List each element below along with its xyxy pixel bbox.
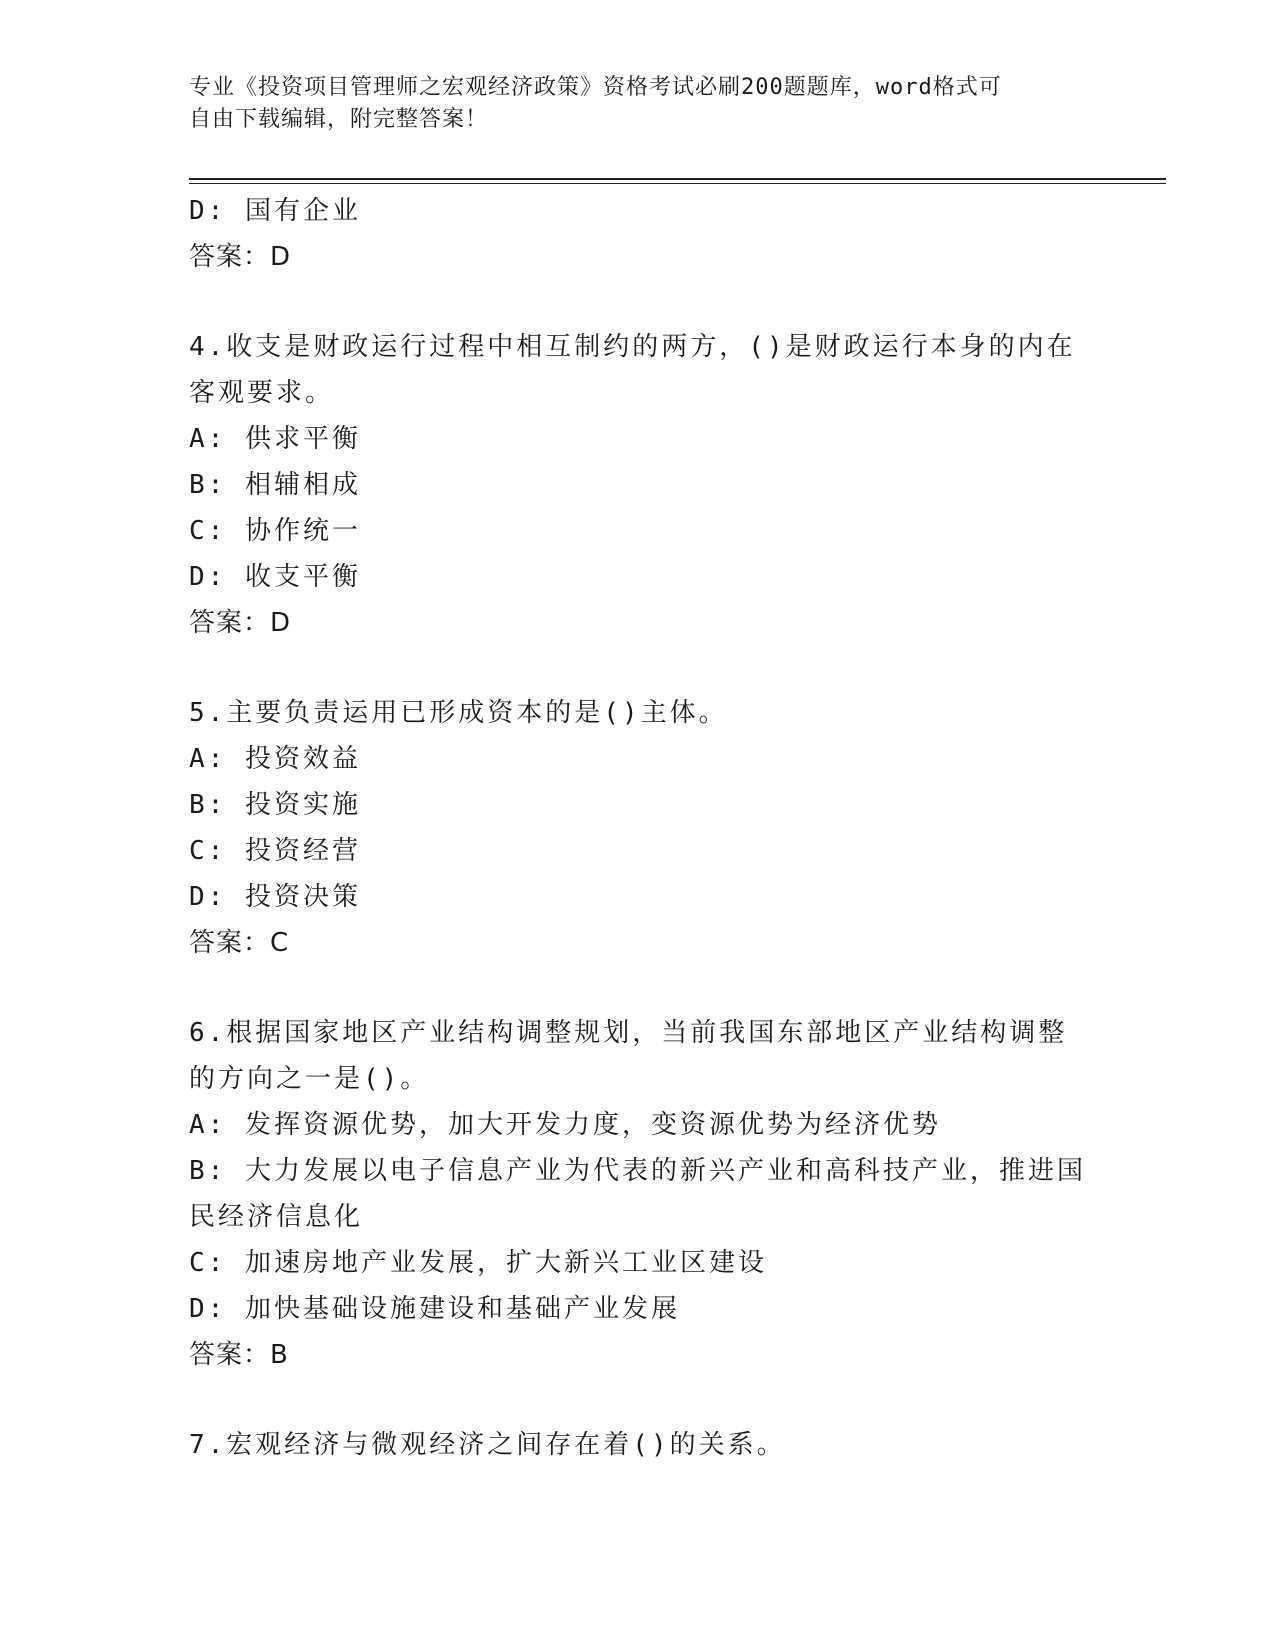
q4-option-b: B: 相辅相成 (189, 470, 361, 500)
q4-question-line-1: 4.收支是财政运行过程中相互制约的两方，()是财政运行本身的内在 (189, 332, 1076, 362)
q7-question: 7.宏观经济与微观经济之间存在着()的关系。 (189, 1430, 786, 1460)
q6-option-a: A: 发挥资源优势，加大开发力度，变资源优势为经济优势 (189, 1110, 941, 1140)
q6-option-c: C: 加速房地产业发展，扩大新兴工业区建设 (189, 1248, 767, 1278)
header-line-1: 专业《投资项目管理师之宏观经济政策》资格考试必刷200题题库，word格式可 (189, 75, 1002, 100)
page-header (189, 72, 1069, 136)
header-divider (189, 178, 1166, 184)
q6-option-d: D: 加快基础设施建设和基础产业发展 (189, 1294, 680, 1324)
q4-option-a: A: 供求平衡 (189, 424, 361, 454)
q5-answer: 答案：C (189, 928, 290, 958)
q6-answer: 答案：B (189, 1340, 289, 1370)
q4-answer: 答案：D (189, 608, 292, 638)
document-body (189, 188, 1089, 1468)
q6-question-line-1: 6.根据国家地区产业结构调整规划，当前我国东部地区产业结构调整 (189, 1018, 1068, 1048)
q6-question-line-2: 的方向之一是()。 (189, 1064, 430, 1094)
spacer (189, 280, 1089, 324)
q5-option-a: A: 投资效益 (189, 744, 361, 774)
q5-option-c: C: 投资经营 (189, 836, 361, 866)
q3-answer: 答案：D (189, 242, 292, 272)
q5-question: 5.主要负责运用已形成资本的是()主体。 (189, 698, 728, 728)
q6-option-b-line-2: 民经济信息化 (189, 1202, 364, 1232)
q6-option-b-line-1: B: 大力发展以电子信息产业为代表的新兴产业和高科技产业，推进国 (189, 1156, 1086, 1186)
q4-question-line-2: 客观要求。 (189, 378, 335, 408)
q5-option-b: B: 投资实施 (189, 790, 361, 820)
q3-option-d: D: 国有企业 (189, 196, 361, 226)
q4-option-c: C: 协作统一 (189, 516, 361, 546)
spacer (189, 966, 1089, 1010)
spacer (189, 646, 1089, 690)
spacer (189, 1378, 1089, 1422)
header-line-2: 自由下载编辑，附完整答案！ (189, 107, 489, 132)
q4-option-d: D: 收支平衡 (189, 562, 361, 592)
q5-option-d: D: 投资决策 (189, 882, 361, 912)
